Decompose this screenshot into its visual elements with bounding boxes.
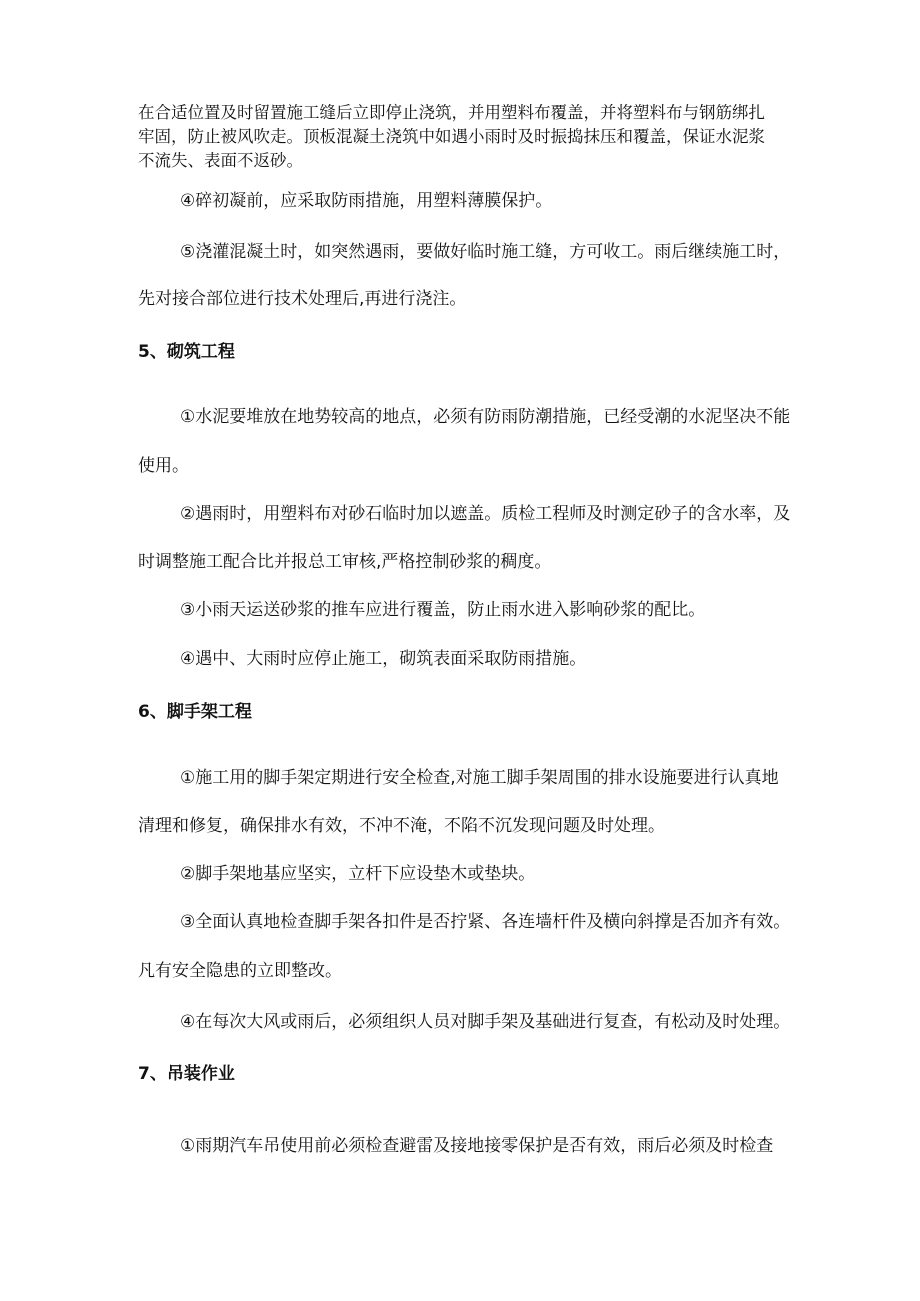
list-item: ①施工用的脚手架定期进行安全检查,对施工脚手架周围的排水设施要进行认真地: [180, 768, 779, 788]
list-item: ④碎初凝前，应采取防雨措施，用塑料薄膜保护。: [180, 191, 553, 211]
list-item: ①雨期汽车吊使用前必须检查避雷及接地接零保护是否有效，雨后必须及时检查: [180, 1136, 774, 1156]
list-item: ③小雨天运送砂浆的推车应进行覆盖，防止雨水进入影响砂浆的配比。: [180, 600, 706, 620]
list-item-continuation: 凡有安全隐患的立即整改。: [138, 961, 342, 981]
paragraph-line: 在合适位置及时留置施工缝后立即停止浇筑，并用塑料布覆盖，并将塑料布与钢筋绑扎: [138, 103, 765, 122]
list-item: ⑤浇灌混凝土时，如突然遇雨，要做好临时施工缝，方可收工。雨后继续施工时，: [180, 242, 791, 262]
list-item-continuation: 时调整施工配合比并报总工审核,严格控制砂浆的稠度。: [138, 552, 552, 572]
section-heading: 7、吊装作业: [138, 1064, 235, 1084]
list-item: ④遇中、大雨时应停止施工，砌筑表面采取防雨措施。: [180, 649, 587, 669]
list-item: ②脚手架地基应坚实，立杆下应设垫木或垫块。: [180, 864, 536, 884]
paragraph-line: 不流失、表面不返砂。: [138, 151, 303, 170]
section-heading: 6、脚手架工程: [138, 702, 252, 722]
list-item: ③全面认真地检查脚手架各扣件是否拧紧、各连墙杆件及横向斜撑是否加齐有效。: [180, 912, 791, 932]
list-item: ①水泥要堆放在地势较高的地点，必须有防雨防潮措施，已经受潮的水泥坚决不能: [180, 407, 791, 427]
list-item-continuation: 先对接合部位进行技术处理后,再进行浇注。: [138, 289, 467, 309]
list-item-continuation: 清理和修复，确保排水有效，不冲不淹，不陷不沉发现问题及时处理。: [138, 816, 665, 836]
list-item: ②遇雨时，用塑料布对砂石临时加以遮盖。质检工程师及时测定砂子的含水率，及: [180, 504, 791, 524]
list-item-continuation: 使用。: [138, 456, 189, 476]
list-item: ④在每次大风或雨后，必须组织人员对脚手架及基础进行复查，有松动及时处理。: [180, 1012, 791, 1032]
section-heading: 5、砌筑工程: [138, 342, 235, 362]
paragraph-line: 牢固，防止被风吹走。顶板混凝土浇筑中如遇小雨时及时振捣抹压和覆盖，保证水泥浆: [138, 127, 765, 146]
